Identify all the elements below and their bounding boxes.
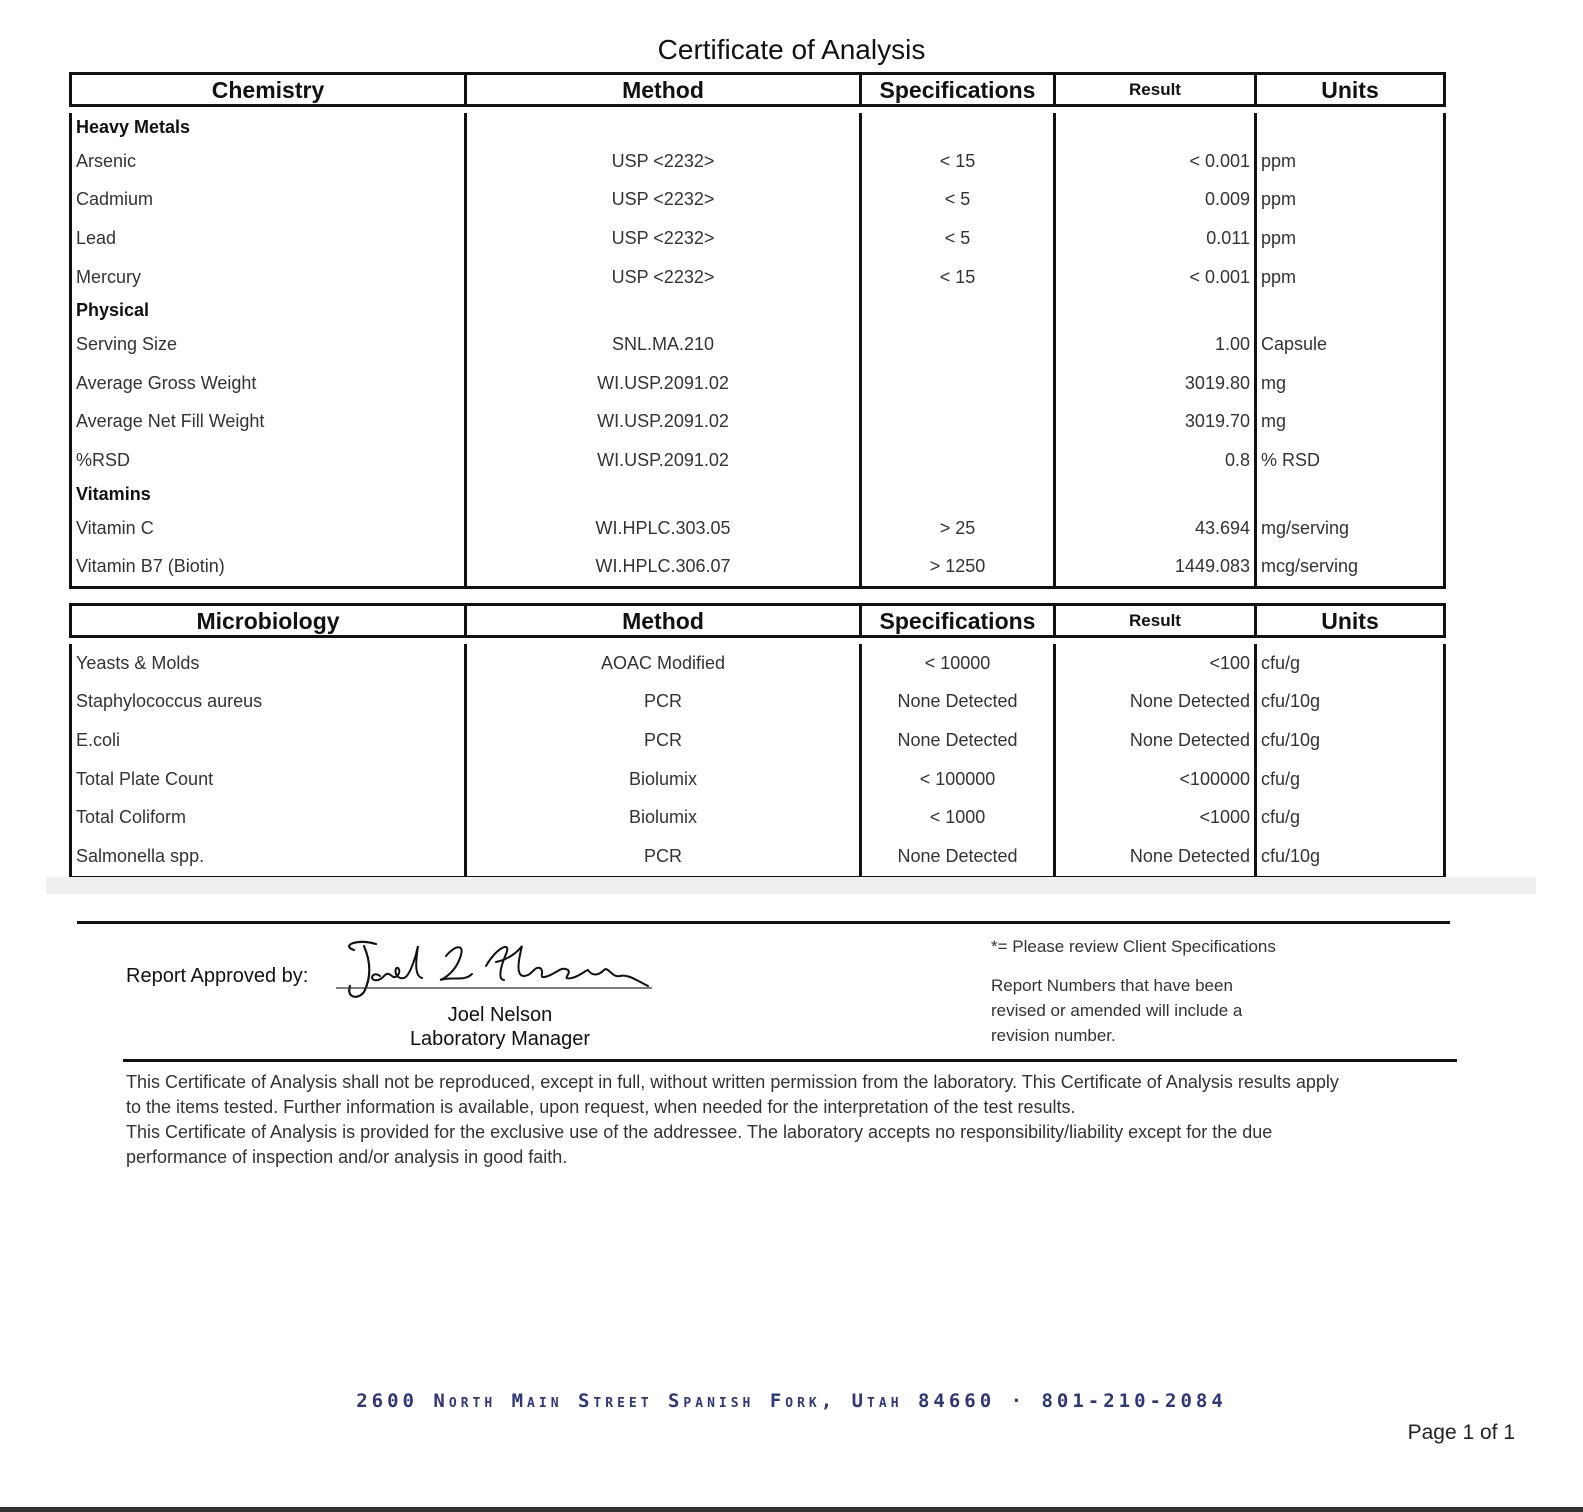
signer-block — [360, 1003, 640, 1051]
table-row — [71, 798, 1445, 837]
analyte-name: Vitamin B7 (Biotin) — [71, 547, 466, 587]
method-cell: WI.USP.2091.02 — [466, 441, 861, 480]
result-cell: None Detected — [1055, 683, 1256, 722]
analyte-name: Lead — [71, 219, 466, 258]
microbiology-header: Microbiology — [71, 605, 466, 637]
table-row — [71, 441, 1445, 480]
units-header: Units — [1256, 605, 1445, 637]
spec-cell: < 15 — [861, 142, 1055, 181]
table-row — [71, 644, 1445, 683]
result-cell: <100 — [1055, 644, 1256, 683]
result-cell: 0.8 — [1055, 441, 1256, 480]
microbiology-header-row — [71, 605, 1445, 637]
units-header: Units — [1256, 74, 1445, 106]
chemistry-header-row — [71, 74, 1445, 106]
disclaimer-line: This Certificate of Analysis shall not be reproduced, except in full, without written permission from the laboratory. This Certificate of Analysis results apply — [126, 1072, 1339, 1092]
analyte-name: Average Net Fill Weight — [71, 403, 466, 442]
spec-cell — [861, 325, 1055, 364]
method-cell: PCR — [466, 721, 861, 760]
spec-cell — [861, 441, 1055, 480]
category-label: Heavy Metals — [71, 113, 466, 142]
analyte-name: Mercury — [71, 258, 466, 297]
units-cell: cfu/g — [1256, 760, 1445, 799]
disclaimer-line: performance of inspection and/or analysis in good faith. — [126, 1147, 568, 1167]
table-row — [71, 219, 1445, 258]
table-row — [71, 181, 1445, 220]
result-cell: 3019.80 — [1055, 364, 1256, 403]
result-cell: 1.00 — [1055, 325, 1256, 364]
table-row — [71, 683, 1445, 722]
result-cell: 0.009 — [1055, 181, 1256, 220]
specifications-header: Specifications — [861, 74, 1055, 106]
analyte-name: Serving Size — [71, 325, 466, 364]
chemistry-header: Chemistry — [71, 74, 466, 106]
revision-note-line: revision number. — [991, 1026, 1116, 1045]
units-cell: ppm — [1256, 258, 1445, 297]
category-row-physical — [71, 296, 1445, 325]
units-cell: mcg/serving — [1256, 547, 1445, 587]
table-row — [71, 325, 1445, 364]
spec-cell: < 100000 — [861, 760, 1055, 799]
spec-cell: < 1000 — [861, 798, 1055, 837]
method-cell: PCR — [466, 837, 861, 877]
analyte-name: Total Coliform — [71, 798, 466, 837]
units-cell: cfu/g — [1256, 798, 1445, 837]
specifications-header: Specifications — [861, 605, 1055, 637]
method-cell: USP <2232> — [466, 142, 861, 181]
analyte-name: Total Plate Count — [71, 760, 466, 799]
spec-cell: None Detected — [861, 683, 1055, 722]
analyte-name: E.coli — [71, 721, 466, 760]
table-row — [71, 142, 1445, 181]
page-bottom-edge — [0, 1507, 1583, 1512]
table-row — [71, 547, 1445, 587]
result-cell: < 0.001 — [1055, 258, 1256, 297]
method-cell: Biolumix — [466, 760, 861, 799]
category-row-heavy-metals — [71, 113, 1445, 142]
spec-cell — [861, 364, 1055, 403]
method-cell: WI.HPLC.306.07 — [466, 547, 861, 587]
units-cell: mg — [1256, 364, 1445, 403]
table-row — [71, 403, 1445, 442]
units-cell: ppm — [1256, 219, 1445, 258]
divider-line — [77, 921, 1450, 924]
result-cell: 0.011 — [1055, 219, 1256, 258]
units-cell: % RSD — [1256, 441, 1445, 480]
document-title: Certificate of Analysis — [657, 34, 926, 65]
signer-title: Laboratory Manager — [409, 1028, 591, 1050]
result-cell: < 0.001 — [1055, 142, 1256, 181]
signer-name: Joel Nelson — [447, 1004, 553, 1026]
spec-cell: > 25 — [861, 509, 1055, 548]
spec-cell — [861, 403, 1055, 442]
disclaimer-line: to the items tested. Further information is available, upon request, when needed for the interpretation of the test results. — [126, 1097, 1076, 1117]
units-cell: ppm — [1256, 181, 1445, 220]
spec-cell: < 5 — [861, 219, 1055, 258]
result-cell: <100000 — [1055, 760, 1256, 799]
category-label: Physical — [71, 296, 466, 325]
client-spec-note: *= Please review Client Specifications — [991, 937, 1276, 956]
spec-cell: < 10000 — [861, 644, 1055, 683]
analyte-name: Vitamin C — [71, 509, 466, 548]
revision-note-line: revised or amended will include a — [991, 1001, 1243, 1020]
units-cell: cfu/10g — [1256, 721, 1445, 760]
method-header: Method — [466, 74, 861, 106]
disclaimer — [126, 1070, 1446, 1170]
spec-cell: < 15 — [861, 258, 1055, 297]
analyte-name: %RSD — [71, 441, 466, 480]
table-row — [71, 509, 1445, 548]
method-cell: PCR — [466, 683, 861, 722]
analyte-name: Average Gross Weight — [71, 364, 466, 403]
table-row — [71, 364, 1445, 403]
method-cell: Biolumix — [466, 798, 861, 837]
table-row — [71, 760, 1445, 799]
divider-band — [46, 877, 1536, 894]
analyte-name: Cadmium — [71, 181, 466, 220]
spec-cell: > 1250 — [861, 547, 1055, 587]
result-header: Result — [1055, 74, 1256, 106]
spec-cell: < 5 — [861, 181, 1055, 220]
units-cell: cfu/10g — [1256, 837, 1445, 877]
method-cell: USP <2232> — [466, 219, 861, 258]
units-cell: cfu/g — [1256, 644, 1445, 683]
units-cell: ppm — [1256, 142, 1445, 181]
result-cell: None Detected — [1055, 721, 1256, 760]
analyte-name: Staphylococcus aureus — [71, 683, 466, 722]
disclaimer-line: This Certificate of Analysis is provided for the exclusive use of the addressee. The laboratory accepts no responsibility/liability except for the due — [126, 1122, 1273, 1142]
result-cell: None Detected — [1055, 837, 1256, 877]
page-number: Page 1 of 1 — [1407, 1421, 1515, 1444]
analyte-name: Salmonella spp. — [71, 837, 466, 877]
category-label: Vitamins — [71, 480, 466, 509]
category-row-vitamins — [71, 480, 1445, 509]
spec-cell: None Detected — [861, 837, 1055, 877]
result-cell: <1000 — [1055, 798, 1256, 837]
units-cell: mg/serving — [1256, 509, 1445, 548]
chemistry-table — [69, 72, 1446, 589]
units-cell: Capsule — [1256, 325, 1445, 364]
signature-image — [336, 936, 656, 1006]
spec-cell: None Detected — [861, 721, 1055, 760]
revision-note-line: Report Numbers that have been — [991, 976, 1233, 995]
result-cell: 43.694 — [1055, 509, 1256, 548]
method-cell: USP <2232> — [466, 181, 861, 220]
method-cell: WI.USP.2091.02 — [466, 403, 861, 442]
method-cell: USP <2232> — [466, 258, 861, 297]
divider-line — [123, 1059, 1457, 1062]
analyte-name: Arsenic — [71, 142, 466, 181]
method-cell: SNL.MA.210 — [466, 325, 861, 364]
microbiology-table — [69, 603, 1446, 879]
result-cell: 1449.083 — [1055, 547, 1256, 587]
result-cell: 3019.70 — [1055, 403, 1256, 442]
units-cell: cfu/10g — [1256, 683, 1445, 722]
analyte-name: Yeasts & Molds — [71, 644, 466, 683]
table-row — [71, 837, 1445, 877]
notes-block — [991, 934, 1411, 1048]
result-header: Result — [1055, 605, 1256, 637]
approved-by-label: Report Approved by: — [126, 965, 309, 987]
method-header: Method — [466, 605, 861, 637]
method-cell: WI.HPLC.303.05 — [466, 509, 861, 548]
method-cell: AOAC Modified — [466, 644, 861, 683]
table-row — [71, 721, 1445, 760]
method-cell: WI.USP.2091.02 — [466, 364, 861, 403]
table-row — [71, 258, 1445, 297]
units-cell: mg — [1256, 403, 1445, 442]
lab-address: 2600 North Main Street Spanish Fork, Utah 84660 · 801-210-2084 — [356, 1390, 1227, 1412]
